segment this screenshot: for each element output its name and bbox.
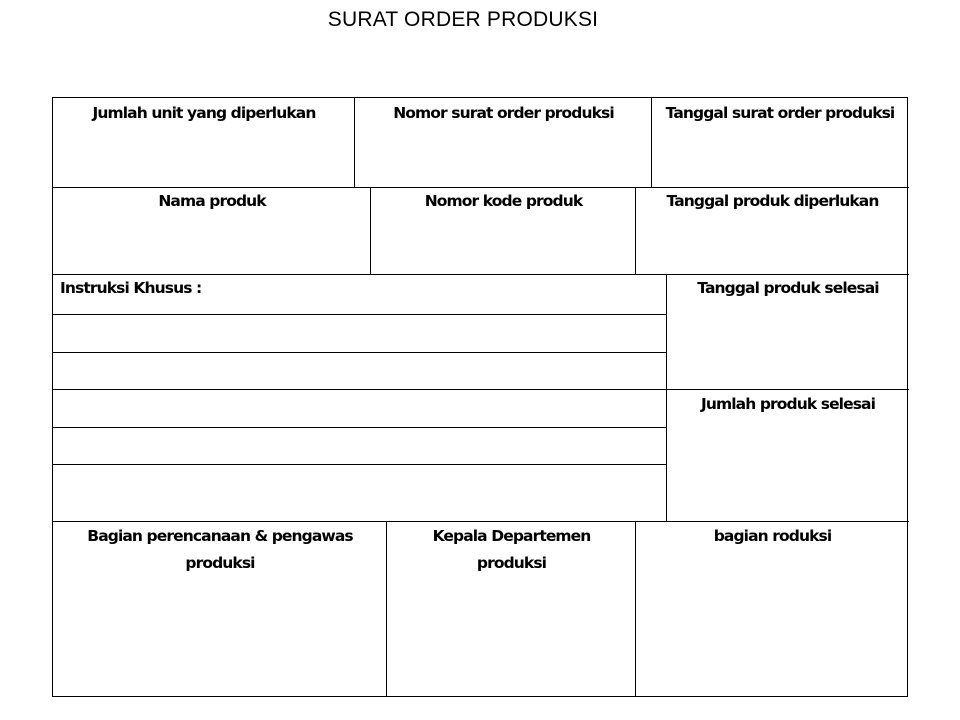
- label-jumlah-produk-selesai: Jumlah produk selesai: [700, 395, 876, 413]
- document-title: SURAT ORDER PRODUKSI: [327, 8, 599, 31]
- row3-bottom-border: [53, 521, 909, 522]
- order-form-table: [52, 97, 908, 697]
- label-kepala-departemen-line1: Kepala Departemen: [432, 527, 591, 545]
- label-jumlah-unit: Jumlah unit yang diperlukan: [92, 104, 316, 122]
- instruksi-line-1: [53, 314, 667, 315]
- label-bagian-perencanaan-line2: produksi: [185, 554, 255, 572]
- label-tanggal-produk-diperlukan: Tanggal produk diperlukan: [666, 192, 879, 210]
- label-nomor-kode-produk: Nomor kode produk: [424, 192, 583, 210]
- label-tanggal-surat-order: Tanggal surat order produksi: [665, 104, 895, 122]
- label-nomor-surat-order: Nomor surat order produksi: [393, 104, 614, 122]
- instruksi-line-2: [53, 352, 667, 353]
- label-bagian-perencanaan: [53, 523, 387, 577]
- instruksi-line-3: [53, 389, 909, 390]
- instruksi-line-5: [53, 464, 667, 465]
- label-kepala-departemen-line2: produksi: [476, 554, 547, 572]
- label-instruksi-khusus: Instruksi Khusus :: [60, 279, 202, 297]
- label-bagian-perencanaan-line1: Bagian perencanaan & pengawas: [87, 527, 353, 545]
- label-bagian-produksi: bagian roduksi: [713, 527, 832, 545]
- label-tanggal-produk-selesai: Tanggal produk selesai: [697, 279, 879, 297]
- label-kepala-departemen: [387, 523, 636, 577]
- label-nama-produk: Nama produk: [158, 192, 266, 210]
- instruksi-line-4: [53, 427, 667, 428]
